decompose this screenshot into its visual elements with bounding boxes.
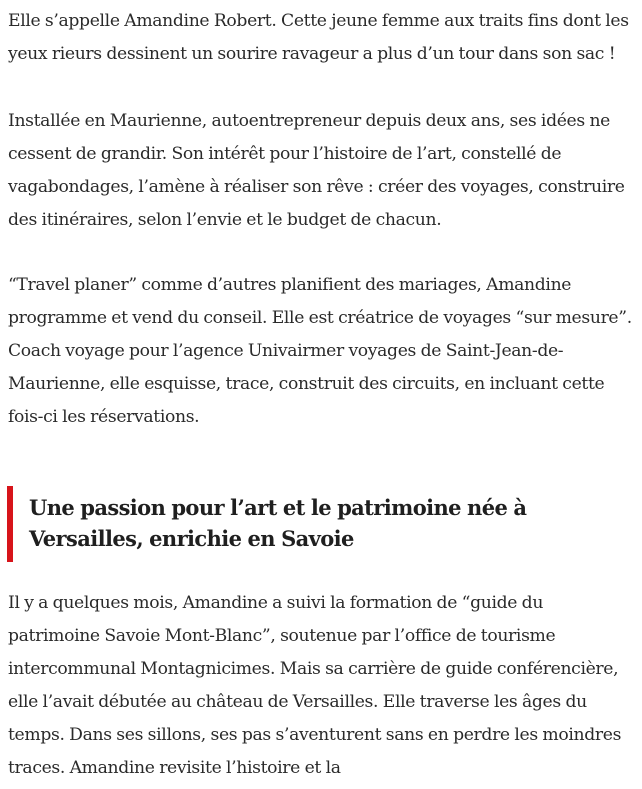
- article-paragraph: “Travel planer” comme d’autres planifient des mariages, Amandine programme et vend du conseil. Elle est créatrice de voyages “sur mesure”. Coach voyage pour l’agence Univairmer voyages de Saint-Jean-de-Maurienne, elle esquisse, trace, construit des circuits, en incluant cette fois-ci les réservations.: [8, 275, 632, 427]
- article-paragraph: Elle s’appelle Amandine Robert. Cette jeune femme aux traits fins dont les yeux rieurs dessinent un sourire ravageur a plus d’un tour dans son sac !: [8, 11, 629, 64]
- article-paragraph: Installée en Maurienne, autoentrepreneur depuis deux ans, ses idées ne cessent de grandir. Son intérêt pour l’histoire de l’art, constellé de vagabondages, l’amène à réaliser son rêve : créer des voyages, construire des itinéraires, selon l’envie et le budget de chacun.: [8, 111, 625, 230]
- section-subheading-block: [7, 486, 634, 562]
- section-subheading: Une passion pour l’art et le patrimoine née à Versailles, enrichie en Savoie: [29, 495, 527, 551]
- article-paragraph: Il y a quelques mois, Amandine a suivi la formation de “guide du patrimoine Savoie Mont-Blanc”, soutenue par l’office de tourisme intercommunal Montagnicimes. Mais sa carrière de guide conférencière, elle l’avait débutée au château de Versailles. Elle traverse les âges du temps. Dans ses sillons, ses pas s’aventurent sans en perdre les moindres traces. Amandine revisite l’histoire et la: [8, 593, 622, 778]
